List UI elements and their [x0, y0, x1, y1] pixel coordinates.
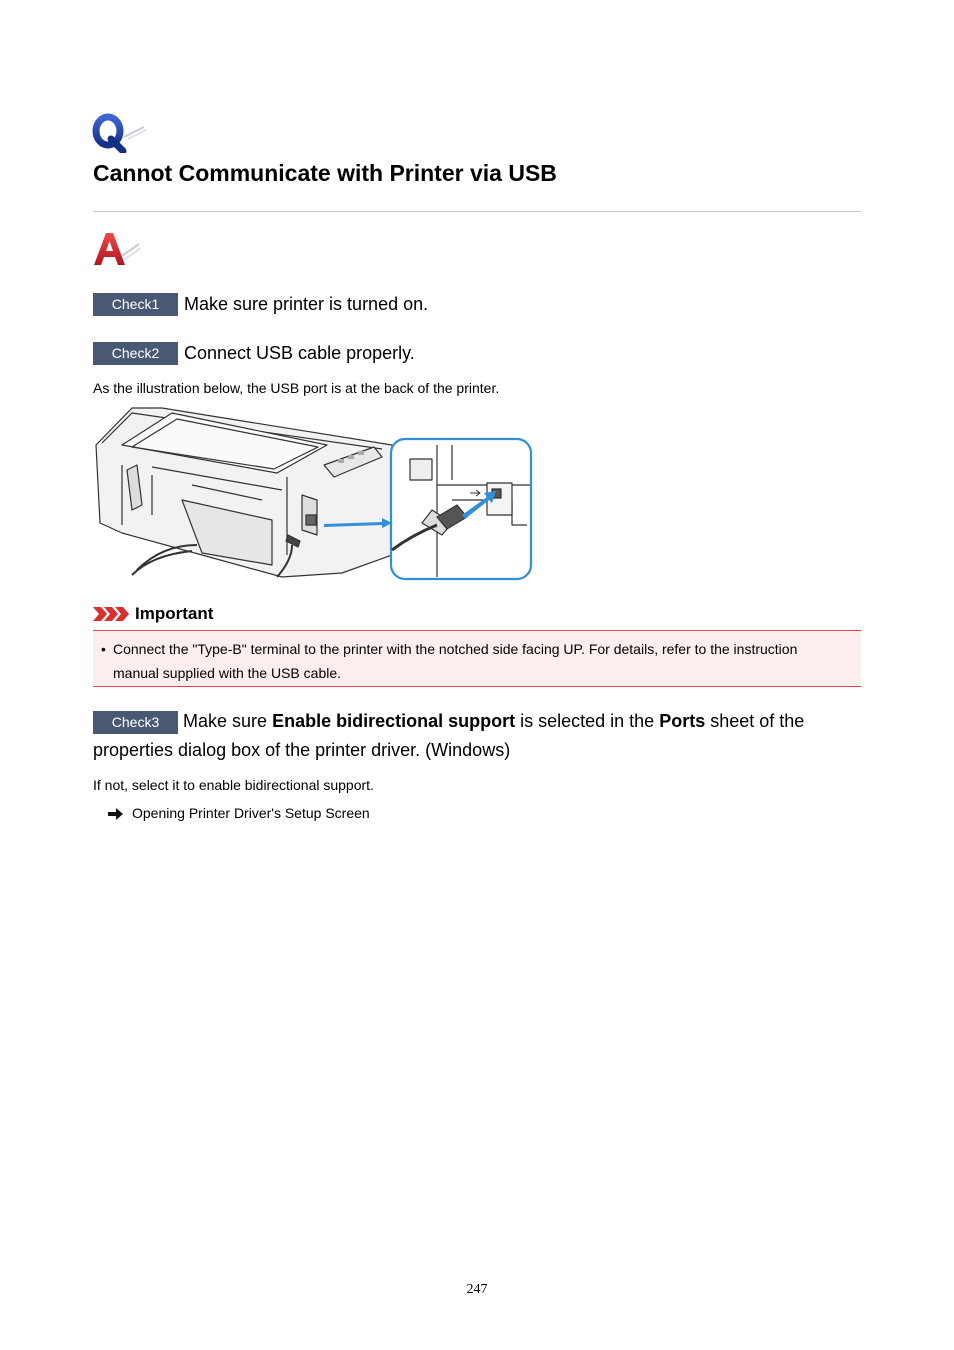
answer-a-icon [92, 230, 142, 268]
important-chevrons-icon [93, 606, 131, 622]
important-heading [93, 604, 213, 626]
title-divider [93, 211, 861, 212]
arrow-right-icon [108, 808, 124, 820]
check3-text-2: is selected in the [515, 711, 660, 731]
setup-screen-link[interactable] [108, 805, 370, 821]
usb-port-note: As the illustration below, the USB port is at the back of the printer. [93, 380, 500, 396]
question-q-icon [92, 113, 148, 153]
check3-note: If not, select it to enable bidirectional support. [93, 777, 374, 793]
printer-usb-illustration [92, 405, 534, 582]
check2-text: Connect USB cable properly. [184, 343, 415, 363]
check3-block [93, 707, 863, 765]
important-label: Important [135, 604, 214, 623]
setup-screen-link-text[interactable]: Opening Printer Driver's Setup Screen [132, 805, 370, 821]
page-title: Cannot Communicate with Printer via USB [93, 160, 557, 186]
check1-row [93, 293, 428, 316]
important-box [93, 630, 861, 687]
check3-badge: Check3 [93, 711, 178, 734]
page-number: 247 [466, 1282, 488, 1297]
check3-bold-option: Enable bidirectional support [272, 711, 516, 731]
check3-text-1: Make sure [183, 711, 273, 731]
check3-bold-sheet: Ports [659, 711, 706, 731]
check2-badge: Check2 [93, 342, 178, 365]
check3-text-3: sheet of the properties dialog box of the printer driver. (Windows) [93, 711, 805, 760]
important-item: • Connect the "Type-B" terminal to the printer with the notched side facing UP. For details, refer to the instruction manual supplied with the USB cable. [113, 637, 843, 685]
check1-text: Make sure printer is turned on. [184, 294, 429, 314]
check1-badge: Check1 [93, 293, 178, 316]
check2-row [93, 342, 415, 365]
